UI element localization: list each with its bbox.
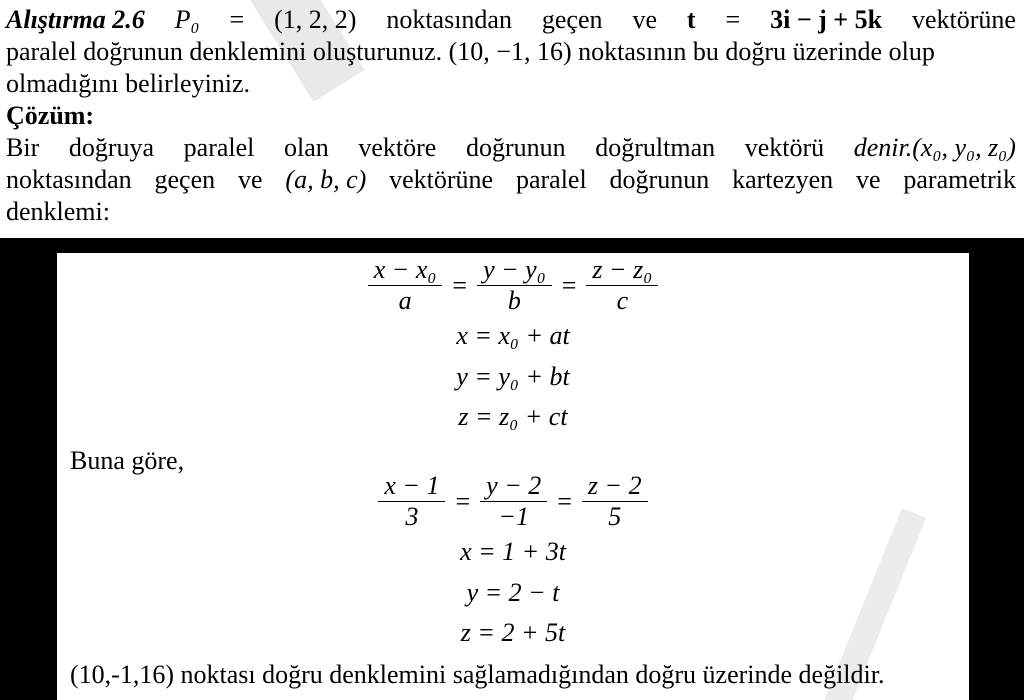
denominator: b: [507, 286, 521, 315]
exercise-line-3: olmadığını belirleyiniz.: [6, 69, 251, 98]
equals-sign: =: [725, 5, 741, 34]
numerator: y − 2: [480, 471, 547, 502]
word: doğrunun: [465, 133, 566, 162]
general-param-y: y = y₀ + bt: [456, 362, 570, 391]
word: ve: [855, 165, 881, 194]
point-expression: denir.(x₀, y₀, z₀): [853, 133, 1016, 162]
solution-line-2: [6, 164, 1016, 196]
specific-param-x: x = 1 + 3t: [460, 537, 566, 566]
vector-t: t: [686, 5, 696, 34]
denominator: c: [616, 286, 629, 315]
exercise-label: Alıştırma 2.6: [6, 5, 145, 34]
specific-param-z: z = 2 + 5t: [460, 618, 566, 647]
general-param-x: x = x₀ + at: [456, 321, 570, 350]
specific-param-y: y = 2 − t: [466, 578, 560, 607]
numerator: x − 1: [378, 471, 445, 502]
word: doğruya: [68, 133, 155, 162]
word: parametrik: [903, 165, 1016, 194]
word: geçen: [154, 165, 216, 194]
word: doğrultman: [595, 133, 716, 162]
vector-abc: (a, b, c): [285, 165, 367, 194]
solution-line-3: denklemi:: [6, 197, 110, 226]
denominator: 3: [405, 502, 419, 531]
word: paralel: [515, 165, 587, 194]
general-symmetric-equation: $\frac{\text{x − x₀}}{a}$ = $\frac{\text{y − y₀}}{b}$ = $\frac{\text{z − z₀}}{c}$: [57, 255, 969, 316]
exercise-line-2: paralel doğrunun denklemini oluşturunuz. (10, −1, 16) noktasının bu doğru üzerinde olup: [6, 37, 935, 66]
fraction: [477, 255, 552, 316]
word: ve: [238, 165, 263, 194]
point-p0: P₀: [174, 5, 200, 34]
point-coords: (1, 2, 2): [274, 5, 357, 34]
word: olan: [284, 133, 329, 162]
word: doğrunun: [609, 165, 710, 194]
text-section: [6, 4, 1016, 228]
word: vektöre: [358, 133, 437, 162]
word: paralel: [183, 133, 255, 162]
specific-symmetric-equation: $\frac{x - 1}{3}$ = $\frac{y - 2}{-1}$ = $\frac{z - 2}{5}$: [57, 471, 969, 532]
fraction: [368, 255, 443, 316]
denominator: a: [398, 286, 412, 315]
denominator: −1: [498, 502, 529, 531]
word: Bir: [6, 133, 40, 162]
equations-panel: [57, 253, 969, 700]
equals-sign: =: [229, 5, 245, 34]
fraction: [480, 471, 547, 532]
buna-gore-text: Buna göre,: [70, 446, 185, 475]
numerator: z − 2: [582, 471, 648, 502]
word: kartezyen: [732, 165, 834, 194]
vector-expression: 3i − j + 5k: [770, 5, 883, 34]
numerator: y − y₀: [477, 255, 552, 286]
word: noktasından: [6, 165, 132, 194]
fraction: [582, 471, 648, 532]
fraction: [586, 255, 658, 316]
word: vektörüne: [389, 165, 494, 194]
word: vektörü: [744, 133, 825, 162]
solution-line-1: [6, 132, 1016, 164]
conclusion-text: (10,-1,16) noktası doğru denklemini sağlamadığından doğru üzerinde değildir.: [70, 660, 885, 689]
solution-heading: Çözüm:: [6, 101, 95, 130]
general-param-z: z = z₀ + ct: [458, 402, 568, 431]
denominator: 5: [608, 502, 622, 531]
word: noktasından: [386, 5, 512, 34]
word: vektörüne: [912, 5, 1016, 34]
fraction: [378, 471, 445, 532]
word: ve: [632, 5, 657, 34]
exercise-line-1: [6, 4, 1016, 36]
numerator: z − z₀: [586, 255, 658, 286]
word: geçen: [541, 5, 603, 34]
numerator: x − x₀: [368, 255, 443, 286]
